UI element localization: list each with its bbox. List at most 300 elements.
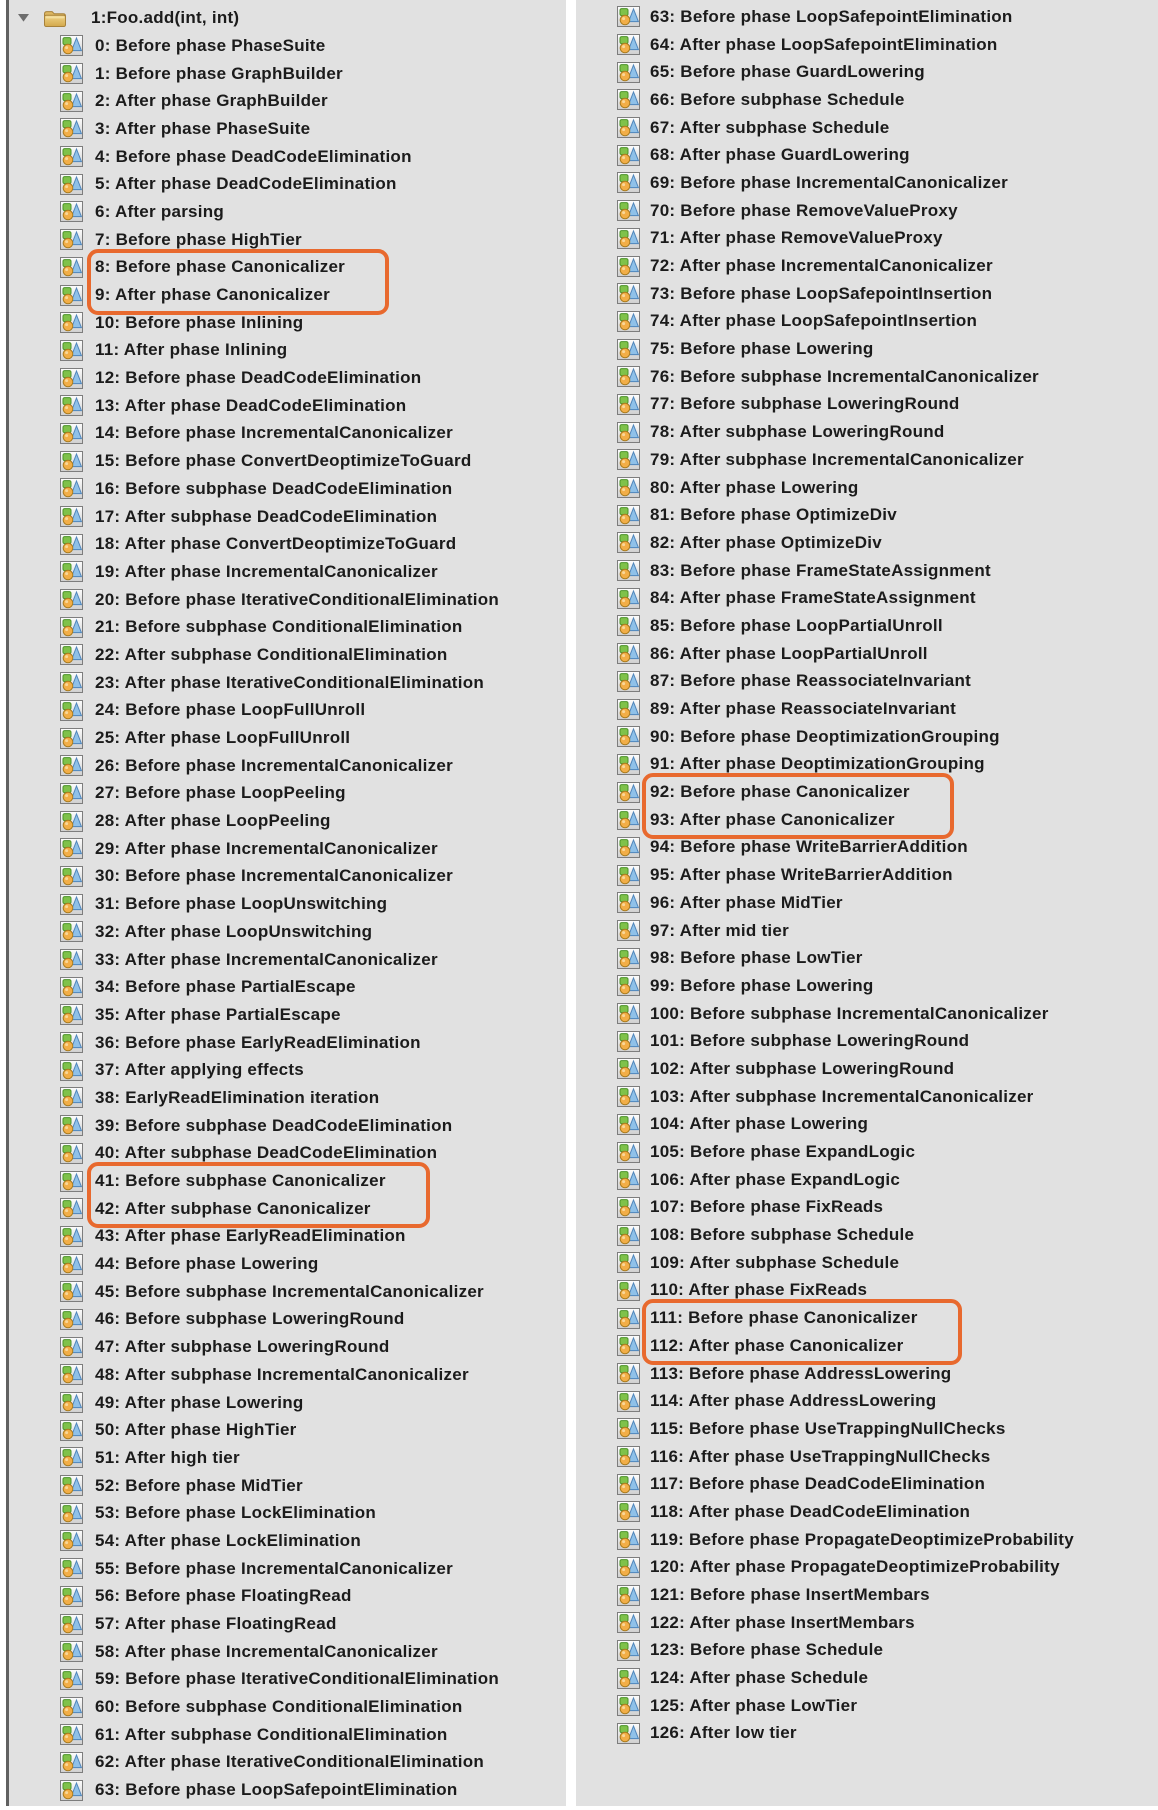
graph-snapshot-icon (617, 1363, 640, 1384)
phase-list-item[interactable] (576, 1111, 1158, 1139)
phase-list-item-label: 109: After subphase Schedule (650, 1252, 900, 1272)
phase-list-item[interactable] (576, 1609, 1158, 1637)
graph-snapshot-icon (617, 6, 640, 27)
phase-list-item-label: 117: Before phase DeadCodeElimination (650, 1474, 986, 1494)
phase-list-item[interactable] (9, 1693, 566, 1721)
phase-list-item-label: 83: Before phase FrameStateAssignment (650, 560, 991, 580)
phase-list-item[interactable] (576, 1581, 1158, 1609)
phase-list-item-label: 63: Before phase LoopSafepointElimination (650, 6, 1013, 26)
phase-list-item-label: 77: Before subphase LoweringRound (650, 394, 960, 414)
phase-list-item[interactable] (576, 31, 1158, 59)
phase-list-item[interactable] (9, 530, 566, 558)
phase-list-item[interactable] (576, 612, 1158, 640)
phase-list-item-label: 102: After subphase LoweringRound (650, 1058, 955, 1078)
graph-snapshot-icon (60, 1530, 83, 1551)
graph-snapshot-icon (60, 451, 83, 472)
phase-list-item[interactable] (9, 1472, 566, 1500)
phase-list-item-label: 65: Before phase GuardLowering (650, 62, 925, 82)
phase-list-item[interactable] (9, 641, 566, 669)
phase-list-item[interactable] (9, 835, 566, 863)
graph-snapshot-icon (617, 422, 640, 443)
graph-snapshot-icon (60, 395, 83, 416)
phase-list-item[interactable] (9, 1306, 566, 1334)
phase-list-item-label: 49: After phase Lowering (95, 1392, 304, 1412)
phase-list-item[interactable] (576, 114, 1158, 142)
graph-snapshot-icon (617, 865, 640, 886)
graph-snapshot-icon (617, 837, 640, 858)
phase-list-item[interactable] (576, 778, 1158, 806)
phase-list-item[interactable] (576, 1664, 1158, 1692)
phase-list-item-label: 119: Before phase PropagateDeoptimizeProbability (650, 1529, 1074, 1549)
graph-snapshot-icon (60, 63, 83, 84)
phase-list-item[interactable] (576, 1498, 1158, 1526)
phase-list-item[interactable] (9, 724, 566, 752)
phase-list-item[interactable] (576, 225, 1158, 253)
graph-snapshot-icon (60, 589, 83, 610)
phase-list-item[interactable] (576, 1415, 1158, 1443)
phase-list-item[interactable] (9, 1444, 566, 1472)
phase-list-item-label: 124: After phase Schedule (650, 1668, 869, 1688)
graph-snapshot-icon (60, 838, 83, 859)
phase-list-item-label: 53: Before phase LockElimination (95, 1503, 377, 1523)
graph-snapshot-icon (617, 200, 640, 221)
phase-list-item-label: 113: Before phase AddressLowering (650, 1363, 952, 1383)
phase-list-item-label: 52: Before phase MidTier (95, 1475, 303, 1495)
graph-snapshot-icon (60, 644, 83, 665)
phase-list-item-label: 6: After parsing (95, 201, 225, 221)
phase-list-item-label: 23: After phase IterativeConditionalElimination (95, 672, 484, 692)
phase-list-item[interactable] (9, 1527, 566, 1555)
graph-snapshot-icon (60, 1503, 83, 1524)
phase-list-item-label: 42: After subphase Canonicalizer (95, 1198, 371, 1218)
graph-snapshot-icon (617, 311, 640, 332)
phase-list-item-label: 43: After phase EarlyReadElimination (95, 1226, 406, 1246)
graph-snapshot-icon (60, 728, 83, 749)
phase-list-item-label: 111: Before phase Canonicalizer (650, 1308, 918, 1328)
phase-list-item-label: 32: After phase LoopUnswitching (95, 921, 373, 941)
phase-list-item-label: 69: Before phase IncrementalCanonicalizer (650, 172, 1008, 192)
phase-list-item-label: 0: Before phase PhaseSuite (95, 35, 326, 55)
phase-list-item-label: 86: After phase LoopPartialUnroll (650, 643, 928, 663)
phase-list-item-label: 93: After phase Canonicalizer (650, 809, 895, 829)
phase-list-item[interactable] (9, 1583, 566, 1611)
graph-snapshot-icon (60, 921, 83, 942)
phase-list-item-label: 26: Before phase IncrementalCanonicalizer (95, 755, 453, 775)
graph-snapshot-icon (60, 1392, 83, 1413)
phase-list-item[interactable] (576, 1194, 1158, 1222)
phase-list-item-label: 95: After phase WriteBarrierAddition (650, 865, 953, 885)
phase-list-item-label: 44: Before phase Lowering (95, 1254, 319, 1274)
graph-snapshot-icon (617, 1335, 640, 1356)
phase-list-item-label: 87: Before phase ReassociateInvariant (650, 671, 972, 691)
phase-list-item[interactable] (576, 363, 1158, 391)
phase-list-item-label: 115: Before phase UseTrappingNullChecks (650, 1418, 1006, 1438)
graph-snapshot-icon (617, 754, 640, 775)
graph-snapshot-icon (60, 534, 83, 555)
phase-list-item[interactable] (576, 252, 1158, 280)
phase-list-item-label: 89: After phase ReassociateInvariant (650, 699, 956, 719)
phase-list-item[interactable] (576, 1470, 1158, 1498)
phase-list-item-label: 56: Before phase FloatingRead (95, 1586, 352, 1606)
graph-snapshot-icon (60, 1447, 83, 1468)
graph-snapshot-icon (617, 477, 640, 498)
phase-list-item[interactable] (9, 1666, 566, 1694)
phase-list-item[interactable] (576, 3, 1158, 31)
collapse-triangle-icon[interactable] (18, 14, 29, 22)
phase-list-item[interactable] (9, 1416, 566, 1444)
phase-list-item-label: 68: After phase GuardLowering (650, 145, 910, 165)
phase-list-item[interactable] (576, 474, 1158, 502)
graph-snapshot-icon (60, 1060, 83, 1081)
graph-snapshot-icon (617, 366, 640, 387)
phase-list-item[interactable] (576, 1277, 1158, 1305)
phase-list-item[interactable] (576, 169, 1158, 197)
graph-snapshot-icon (60, 423, 83, 444)
phase-list-item[interactable] (576, 944, 1158, 972)
phase-list-item[interactable] (576, 1221, 1158, 1249)
phase-list-item[interactable] (576, 335, 1158, 363)
phase-list-item[interactable] (576, 391, 1158, 419)
phase-list-item[interactable] (576, 668, 1158, 696)
phase-list-item[interactable] (9, 337, 566, 365)
phase-list-item-label: 12: Before phase DeadCodeElimination (95, 368, 422, 388)
phase-list-item-label: 92: Before phase Canonicalizer (650, 782, 910, 802)
phase-list-item[interactable] (576, 1027, 1158, 1055)
phase-list-item-label: 17: After subphase DeadCodeElimination (95, 506, 438, 526)
phase-list-item[interactable] (9, 1278, 566, 1306)
phase-list-item-label: 39: Before subphase DeadCodeElimination (95, 1115, 453, 1135)
graph-snapshot-icon (617, 1058, 640, 1079)
graph-snapshot-icon (60, 1558, 83, 1579)
graph-snapshot-icon (617, 1695, 640, 1716)
phase-list-item[interactable] (9, 780, 566, 808)
phase-list-item-label: 47: After subphase LoweringRound (95, 1337, 390, 1357)
phase-list-item[interactable] (9, 946, 566, 974)
graph-snapshot-icon (60, 174, 83, 195)
graph-snapshot-icon (617, 1612, 640, 1633)
phase-list-item[interactable] (576, 1166, 1158, 1194)
phase-list-item-label: 64: After phase LoopSafepointElimination (650, 34, 998, 54)
graph-snapshot-icon (617, 1252, 640, 1273)
phase-list-item[interactable] (9, 1084, 566, 1112)
graph-snapshot-icon (617, 62, 640, 83)
phase-list-item[interactable] (9, 32, 566, 60)
phase-list-item-label: 96: After phase MidTier (650, 892, 843, 912)
graph-snapshot-icon (617, 1557, 640, 1578)
phase-list-item[interactable] (576, 1304, 1158, 1332)
graph-snapshot-icon (60, 1004, 83, 1025)
phase-list-item-label: 63: Before phase LoopSafepointElimination (95, 1780, 458, 1800)
phase-list-item-label: 116: After phase UseTrappingNullChecks (650, 1446, 991, 1466)
graph-snapshot-icon (617, 1474, 640, 1495)
phase-list-item[interactable] (576, 1249, 1158, 1277)
phase-list-item[interactable] (9, 1721, 566, 1749)
phase-list-item[interactable] (9, 447, 566, 475)
phase-outline-left-panel (6, 0, 566, 1806)
phase-list-item[interactable] (9, 143, 566, 171)
phase-list-item[interactable] (576, 1000, 1158, 1028)
graph-snapshot-icon (60, 1032, 83, 1053)
graph-snapshot-icon (60, 1475, 83, 1496)
graph-snapshot-icon (60, 285, 83, 306)
phase-list-item[interactable] (9, 1749, 566, 1777)
phase-list-item[interactable] (9, 558, 566, 586)
phase-list-item[interactable] (576, 418, 1158, 446)
phase-list-item[interactable] (9, 1555, 566, 1583)
phase-list-item[interactable] (576, 141, 1158, 169)
phase-list-item[interactable] (576, 889, 1158, 917)
phase-list-item[interactable] (9, 863, 566, 891)
graph-snapshot-icon (60, 700, 83, 721)
phase-list-item[interactable] (576, 917, 1158, 945)
phase-list-item-label: 54: After phase LockElimination (95, 1530, 361, 1550)
phase-list-item[interactable] (576, 280, 1158, 308)
phase-list-item-label: 90: Before phase DeoptimizationGrouping (650, 726, 1000, 746)
phase-list-item[interactable] (9, 1250, 566, 1278)
graph-snapshot-icon (60, 1669, 83, 1690)
phase-list-item-label: 11: After phase Inlining (95, 340, 288, 360)
phase-list-item[interactable] (9, 973, 566, 1001)
graph-snapshot-icon (60, 118, 83, 139)
graph-snapshot-icon (60, 755, 83, 776)
phase-list-item[interactable] (576, 1332, 1158, 1360)
phase-list-item[interactable] (576, 1692, 1158, 1720)
phase-list-item-label: 29: After phase IncrementalCanonicalizer (95, 838, 438, 858)
phase-list-item[interactable] (9, 697, 566, 725)
phase-list-item-label: 66: Before subphase Schedule (650, 89, 905, 109)
graph-snapshot-icon (617, 1197, 640, 1218)
phase-list-item[interactable] (9, 890, 566, 918)
phase-list-item-label: 85: Before phase LoopPartialUnroll (650, 615, 943, 635)
graph-snapshot-icon (617, 145, 640, 166)
graph-snapshot-icon (617, 117, 640, 138)
phase-list-item[interactable] (9, 1112, 566, 1140)
graph-snapshot-icon (617, 228, 640, 249)
graph-snapshot-icon (60, 91, 83, 112)
phase-list-item-label: 3: After phase PhaseSuite (95, 118, 311, 138)
phase-list-item[interactable] (9, 1056, 566, 1084)
phase-list-item[interactable] (576, 1387, 1158, 1415)
graph-snapshot-icon (60, 340, 83, 361)
phase-list-item-label: 91: After phase DeoptimizationGrouping (650, 754, 985, 774)
graph-snapshot-icon (617, 809, 640, 830)
phase-list-item-label: 28: After phase LoopPeeling (95, 811, 331, 831)
graph-snapshot-icon (617, 920, 640, 941)
phase-list-item-label: 35: After phase PartialEscape (95, 1004, 341, 1024)
phase-list-item[interactable] (9, 807, 566, 835)
phase-list-item[interactable] (9, 1638, 566, 1666)
phase-list-item[interactable] (9, 198, 566, 226)
phase-list-item-label: 108: Before subphase Schedule (650, 1225, 915, 1245)
graph-snapshot-icon (60, 561, 83, 582)
graph-snapshot-icon (617, 1418, 640, 1439)
phase-list-item[interactable] (9, 503, 566, 531)
graph-snapshot-icon (617, 1585, 640, 1606)
phase-list-item[interactable] (576, 1554, 1158, 1582)
graph-snapshot-icon (60, 949, 83, 970)
graph-snapshot-icon (60, 1420, 83, 1441)
phase-list-item[interactable] (9, 60, 566, 88)
phase-list-item-label: 76: Before subphase IncrementalCanonicalizer (650, 366, 1039, 386)
phase-list-item-label: 99: Before phase Lowering (650, 975, 874, 995)
phase-list-item[interactable] (576, 1083, 1158, 1111)
phase-list-item[interactable] (576, 58, 1158, 86)
phase-list-item-label: 46: Before subphase LoweringRound (95, 1309, 405, 1329)
graph-snapshot-icon (617, 1225, 640, 1246)
graph-snapshot-icon (60, 312, 83, 333)
phase-list-item[interactable] (9, 1001, 566, 1029)
phase-list-item-label: 33: After phase IncrementalCanonicalizer (95, 949, 438, 969)
phase-list-item-label: 21: Before subphase ConditionalElimination (95, 617, 463, 637)
phase-list-item[interactable] (576, 1443, 1158, 1471)
phase-list-item[interactable] (9, 475, 566, 503)
phase-list-item[interactable] (9, 918, 566, 946)
phase-list-item[interactable] (9, 1499, 566, 1527)
graph-snapshot-icon (617, 726, 640, 747)
phase-list-item[interactable] (576, 197, 1158, 225)
phase-list-item-label: 98: Before phase LowTier (650, 948, 863, 968)
graph-snapshot-icon (60, 977, 83, 998)
graph-snapshot-icon (617, 588, 640, 609)
graph-snapshot-icon (60, 1309, 83, 1330)
graph-snapshot-icon (617, 1501, 640, 1522)
phase-list-item[interactable] (9, 669, 566, 697)
graph-snapshot-icon (617, 1142, 640, 1163)
phase-list-item-label: 103: After subphase IncrementalCanonicalizer (650, 1086, 1034, 1106)
graph-snapshot-icon (617, 782, 640, 803)
graph-snapshot-icon (617, 1723, 640, 1744)
graph-snapshot-icon (617, 1280, 640, 1301)
phase-list-item[interactable] (9, 87, 566, 115)
phase-list-item-label: 121: Before phase InsertMembars (650, 1585, 930, 1605)
phase-list-item[interactable] (576, 806, 1158, 834)
tree-root-item[interactable] (9, 4, 566, 32)
phase-list-item-label: 72: After phase IncrementalCanonicalizer (650, 256, 993, 276)
phase-list-item[interactable] (576, 640, 1158, 668)
graph-snapshot-icon (60, 1198, 83, 1219)
phase-list-item-label: 71: After phase RemoveValueProxy (650, 228, 943, 248)
phase-list-item[interactable] (9, 364, 566, 392)
phase-list-item-label: 120: After phase PropagateDeoptimizeProbability (650, 1557, 1060, 1577)
phase-list-item-label: 41: Before subphase Canonicalizer (95, 1171, 386, 1191)
phase-list-item-label: 27: Before phase LoopPeeling (95, 783, 346, 803)
phase-list-item[interactable] (576, 584, 1158, 612)
graph-snapshot-icon (60, 229, 83, 250)
phase-list-item-label: 22: After subphase ConditionalElimination (95, 644, 448, 664)
phase-list-item[interactable] (9, 752, 566, 780)
phase-list-item[interactable] (576, 695, 1158, 723)
phase-list-item-label: 79: After subphase IncrementalCanonicalizer (650, 449, 1024, 469)
phase-list-item-label: 25: After phase LoopFullUnroll (95, 728, 351, 748)
graph-snapshot-icon (60, 35, 83, 56)
graph-snapshot-icon (60, 672, 83, 693)
phase-list-item[interactable] (9, 170, 566, 198)
phase-list-item[interactable] (9, 392, 566, 420)
phase-list-item[interactable] (9, 1333, 566, 1361)
phase-list-item[interactable] (576, 1637, 1158, 1665)
phase-list-item[interactable] (9, 1389, 566, 1417)
graph-snapshot-icon (617, 1114, 640, 1135)
graph-snapshot-icon (60, 1281, 83, 1302)
phase-list-item-label: 10: Before phase Inlining (95, 312, 304, 332)
phase-list-item[interactable] (576, 723, 1158, 751)
phase-list-item-label: 4: Before phase DeadCodeElimination (95, 146, 412, 166)
phase-list-item-label: 18: After phase ConvertDeoptimizeToGuard (95, 534, 457, 554)
phase-list-item[interactable] (576, 557, 1158, 585)
graph-snapshot-icon (617, 505, 640, 526)
graph-snapshot-icon (617, 671, 640, 692)
graph-snapshot-icon (60, 368, 83, 389)
phase-list-item[interactable] (576, 1138, 1158, 1166)
phase-list-item-label: 78: After subphase LoweringRound (650, 422, 945, 442)
graph-snapshot-icon (617, 699, 640, 720)
phase-list-item[interactable] (9, 420, 566, 448)
graph-snapshot-icon (60, 1586, 83, 1607)
phase-list-item[interactable] (576, 86, 1158, 114)
phase-list-item-label: 125: After phase LowTier (650, 1695, 858, 1715)
phase-list-item[interactable] (576, 308, 1158, 336)
phase-list-item[interactable] (9, 1029, 566, 1057)
phase-list-item[interactable] (576, 861, 1158, 889)
graph-snapshot-icon (617, 1668, 640, 1689)
phase-list-item[interactable] (9, 1361, 566, 1389)
phase-list-item[interactable] (576, 1055, 1158, 1083)
graph-snapshot-icon (60, 1226, 83, 1247)
graph-snapshot-icon (617, 34, 640, 55)
graph-snapshot-icon (617, 1391, 640, 1412)
graph-snapshot-icon (617, 560, 640, 581)
phase-list-item[interactable] (9, 1610, 566, 1638)
phase-list-item-label: 104: After phase Lowering (650, 1114, 869, 1134)
phase-list-item-label: 30: Before phase IncrementalCanonicalizer (95, 866, 453, 886)
graph-snapshot-icon (617, 975, 640, 996)
phase-list-item[interactable] (9, 1776, 566, 1804)
phase-list-item-label: 19: After phase IncrementalCanonicalizer (95, 561, 438, 581)
graph-snapshot-icon (60, 1780, 83, 1801)
phase-list-item[interactable] (9, 115, 566, 143)
phase-list-item[interactable] (576, 1720, 1158, 1748)
phase-list-item[interactable] (576, 1526, 1158, 1554)
phase-list-item-label: 37: After applying effects (95, 1060, 304, 1080)
graph-snapshot-icon (617, 339, 640, 360)
phase-list-item-label: 123: Before phase Schedule (650, 1640, 884, 1660)
phase-list-item[interactable] (576, 972, 1158, 1000)
graph-snapshot-icon (60, 1087, 83, 1108)
graph-snapshot-icon (617, 1031, 640, 1052)
phase-list-item-label: 1: Before phase GraphBuilder (95, 63, 343, 83)
phase-list-item[interactable] (9, 586, 566, 614)
phase-list-item-label: 57: After phase FloatingRead (95, 1614, 337, 1634)
graph-snapshot-icon (60, 894, 83, 915)
graph-snapshot-icon (617, 283, 640, 304)
phase-list-item-label: 61: After subphase ConditionalElimination (95, 1724, 448, 1744)
phase-list-item[interactable] (576, 446, 1158, 474)
tree-root-label: 1:Foo.add(int, int) (91, 8, 240, 27)
phase-list-item[interactable] (576, 834, 1158, 862)
phase-list-item-label: 118: After phase DeadCodeElimination (650, 1501, 971, 1521)
phase-list-item[interactable] (576, 1360, 1158, 1388)
phase-list-item[interactable] (9, 613, 566, 641)
phase-list-item[interactable] (576, 529, 1158, 557)
phase-list-item-label: 62: After phase IterativeConditionalElimination (95, 1752, 484, 1772)
phase-list-item-label: 9: After phase Canonicalizer (95, 285, 330, 305)
phase-list-item-label: 107: Before phase FixReads (650, 1197, 884, 1217)
phase-list-item[interactable] (576, 501, 1158, 529)
phase-list-item-label: 48: After subphase IncrementalCanonicalizer (95, 1364, 469, 1384)
graph-snapshot-icon (60, 201, 83, 222)
phase-list-item-label: 13: After phase DeadCodeElimination (95, 395, 407, 415)
phase-list-item[interactable] (576, 751, 1158, 779)
